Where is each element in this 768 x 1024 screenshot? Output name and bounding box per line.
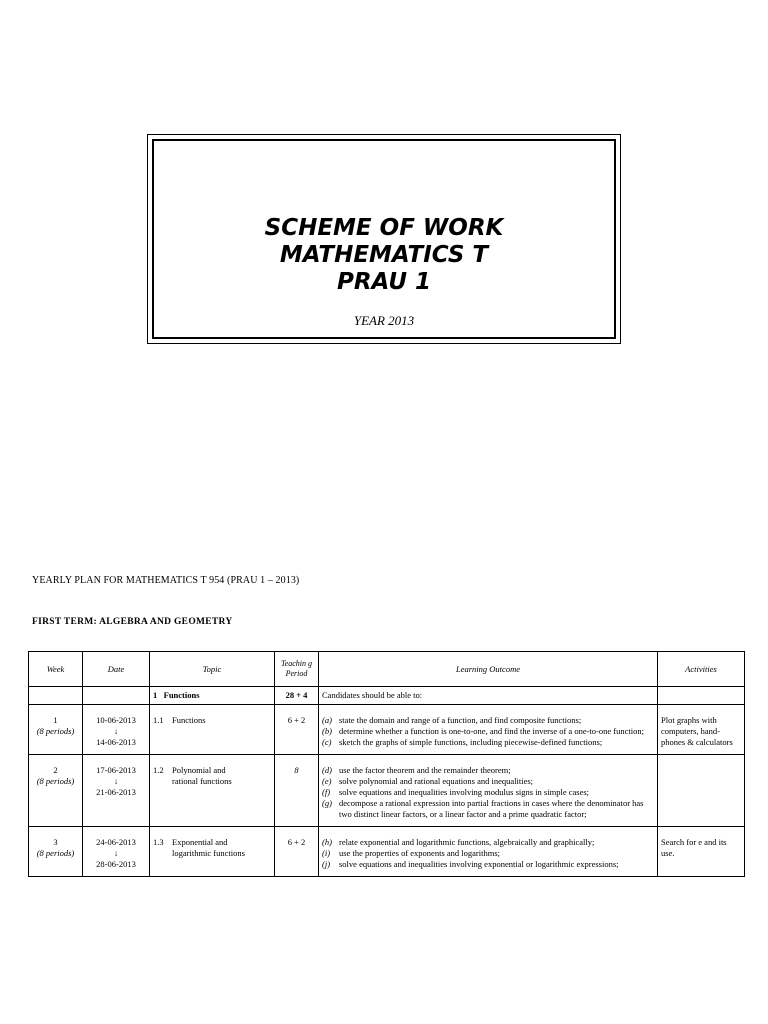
- week-cell: [29, 755, 83, 827]
- outcome-item: [322, 837, 654, 848]
- header-date: Date: [83, 652, 150, 687]
- outcome-text: use the factor theorem and the remainder theorem;: [339, 765, 511, 775]
- outcome-label: (a): [322, 715, 332, 725]
- table-row: [29, 755, 745, 827]
- outcome-label: (c): [322, 737, 332, 747]
- date-start: 17-06-2013: [96, 765, 136, 775]
- period-cell: [275, 705, 319, 755]
- week-number: 2: [53, 765, 58, 775]
- document-title: [154, 215, 614, 296]
- outcome-label: (i): [322, 848, 331, 858]
- period-value: 8: [294, 765, 299, 775]
- date-end: 28-06-2013: [96, 859, 136, 869]
- week-number: 1: [53, 715, 58, 725]
- intro-outcome: Candidates should be able to:: [319, 687, 658, 705]
- activities-cell: [658, 827, 745, 877]
- week-periods: (8 periods): [36, 726, 75, 736]
- outcome-label: (j): [322, 859, 331, 869]
- scheme-table: [28, 651, 745, 877]
- table-row: [29, 827, 745, 877]
- date-end: 21-06-2013: [96, 787, 136, 797]
- table-row: [29, 705, 745, 755]
- activities-cell: [658, 755, 745, 827]
- outcome-cell: [319, 827, 658, 877]
- down-arrow-icon: ↓: [113, 726, 119, 736]
- term-heading-prefix: FIRST TERM: [32, 617, 94, 627]
- intro-activities: [658, 687, 745, 705]
- title-box-inner-border: [152, 139, 616, 339]
- outcome-label: (h): [322, 837, 332, 847]
- outcome-item: [322, 715, 654, 726]
- title-box: [147, 134, 621, 344]
- yearly-plan-heading: YEARLY PLAN FOR MATHEMATICS T 954 (PRAU 1 – 2013): [32, 575, 300, 586]
- outcome-label: (b): [322, 726, 332, 736]
- topic-text: Polynomial and rational functions: [172, 765, 232, 786]
- outcome-text: determine whether a function is one-to-one, and find the inverse of a one-to-one function;: [339, 726, 644, 736]
- outcome-cell: [319, 755, 658, 827]
- outcome-label: (e): [322, 776, 332, 786]
- date-start: 24-06-2013: [96, 837, 136, 847]
- week-cell: [29, 705, 83, 755]
- intro-period: 28 + 4: [275, 687, 319, 705]
- period-cell: [275, 755, 319, 827]
- date-end: 14-06-2013: [96, 737, 136, 747]
- outcome-text: solve polynomial and rational equations and inequalities;: [339, 776, 534, 786]
- intro-date: [83, 687, 150, 705]
- activities-cell: [658, 705, 745, 755]
- period-value: 6 + 2: [287, 715, 306, 725]
- table-header-row: [29, 652, 745, 687]
- outcome-cell: [319, 705, 658, 755]
- topic-cell: [150, 827, 275, 877]
- date-cell: [83, 755, 150, 827]
- term-heading-suffix: : ALGEBRA AND GEOMETRY: [93, 617, 233, 627]
- title-line-1: SCHEME OF WORK: [264, 215, 504, 241]
- topic-number: 1.3: [153, 837, 164, 847]
- header-week: Week: [29, 652, 83, 687]
- intro-row: [29, 687, 745, 705]
- outcome-text: solve equations and inequalities involving exponential or logarithmic expressions;: [339, 859, 619, 869]
- outcome-label: (d): [322, 765, 332, 775]
- title-year: YEAR 2013: [353, 313, 415, 328]
- week-periods: (8 periods): [36, 776, 75, 786]
- outcome-label: (g): [322, 798, 332, 808]
- topic-cell: [150, 705, 275, 755]
- week-number: 3: [53, 837, 58, 847]
- outcome-text: relate exponential and logarithmic functions, algebraically and graphically;: [339, 837, 595, 847]
- activities-text: Search for e and its use.: [661, 837, 727, 858]
- intro-week: [29, 687, 83, 705]
- title-line-2: MATHEMATICS T: [279, 242, 489, 268]
- topic-cell: [150, 755, 275, 827]
- outcome-text: solve equations and inequalities involving modulus signs in simple cases;: [339, 787, 590, 797]
- outcome-item: [322, 765, 654, 776]
- title-line-3: PRAU 1: [336, 269, 432, 295]
- outcome-text: decompose a rational expression into partial fractions in cases where the denominator has two distinct linear factors, or a linear factor and a prime quadratic factor;: [339, 798, 644, 819]
- date-start: 10-06-2013: [96, 715, 136, 725]
- outcome-item: [322, 776, 654, 787]
- outcome-text: state the domain and range of a function, and find composite functions;: [339, 715, 582, 725]
- term-heading: [32, 617, 233, 627]
- outcome-text: use the properties of exponents and logarithms;: [339, 848, 500, 858]
- outcome-item: [322, 859, 654, 870]
- topic-text: Functions: [172, 715, 206, 725]
- outcome-text: sketch the graphs of simple functions, including piecewise-defined functions;: [339, 737, 603, 747]
- outcome-label: (f): [322, 787, 331, 797]
- week-cell: [29, 827, 83, 877]
- outcome-item: [322, 726, 654, 737]
- outcome-item: [322, 798, 654, 820]
- period-value: 6 + 2: [287, 837, 306, 847]
- activities-text: Plot graphs with computers, hand-phones & calculators: [661, 715, 733, 747]
- down-arrow-icon: ↓: [113, 776, 119, 786]
- down-arrow-icon: ↓: [113, 848, 119, 858]
- topic-number: 1.2: [153, 765, 164, 775]
- outcome-item: [322, 787, 654, 798]
- topic-text: Exponential and logarithmic functions: [172, 837, 245, 858]
- date-cell: [83, 827, 150, 877]
- period-cell: [275, 827, 319, 877]
- week-periods: (8 periods): [36, 848, 75, 858]
- outcome-item: [322, 737, 654, 748]
- topic-number: 1.1: [153, 715, 164, 725]
- header-learning-outcome: Learning Outcome: [319, 652, 658, 687]
- header-topic: Topic: [150, 652, 275, 687]
- header-activities: Activities: [658, 652, 745, 687]
- intro-topic: 1 Functions: [150, 687, 275, 705]
- header-teaching-period: Teachin g Period: [275, 652, 319, 687]
- date-cell: [83, 705, 150, 755]
- outcome-item: [322, 848, 654, 859]
